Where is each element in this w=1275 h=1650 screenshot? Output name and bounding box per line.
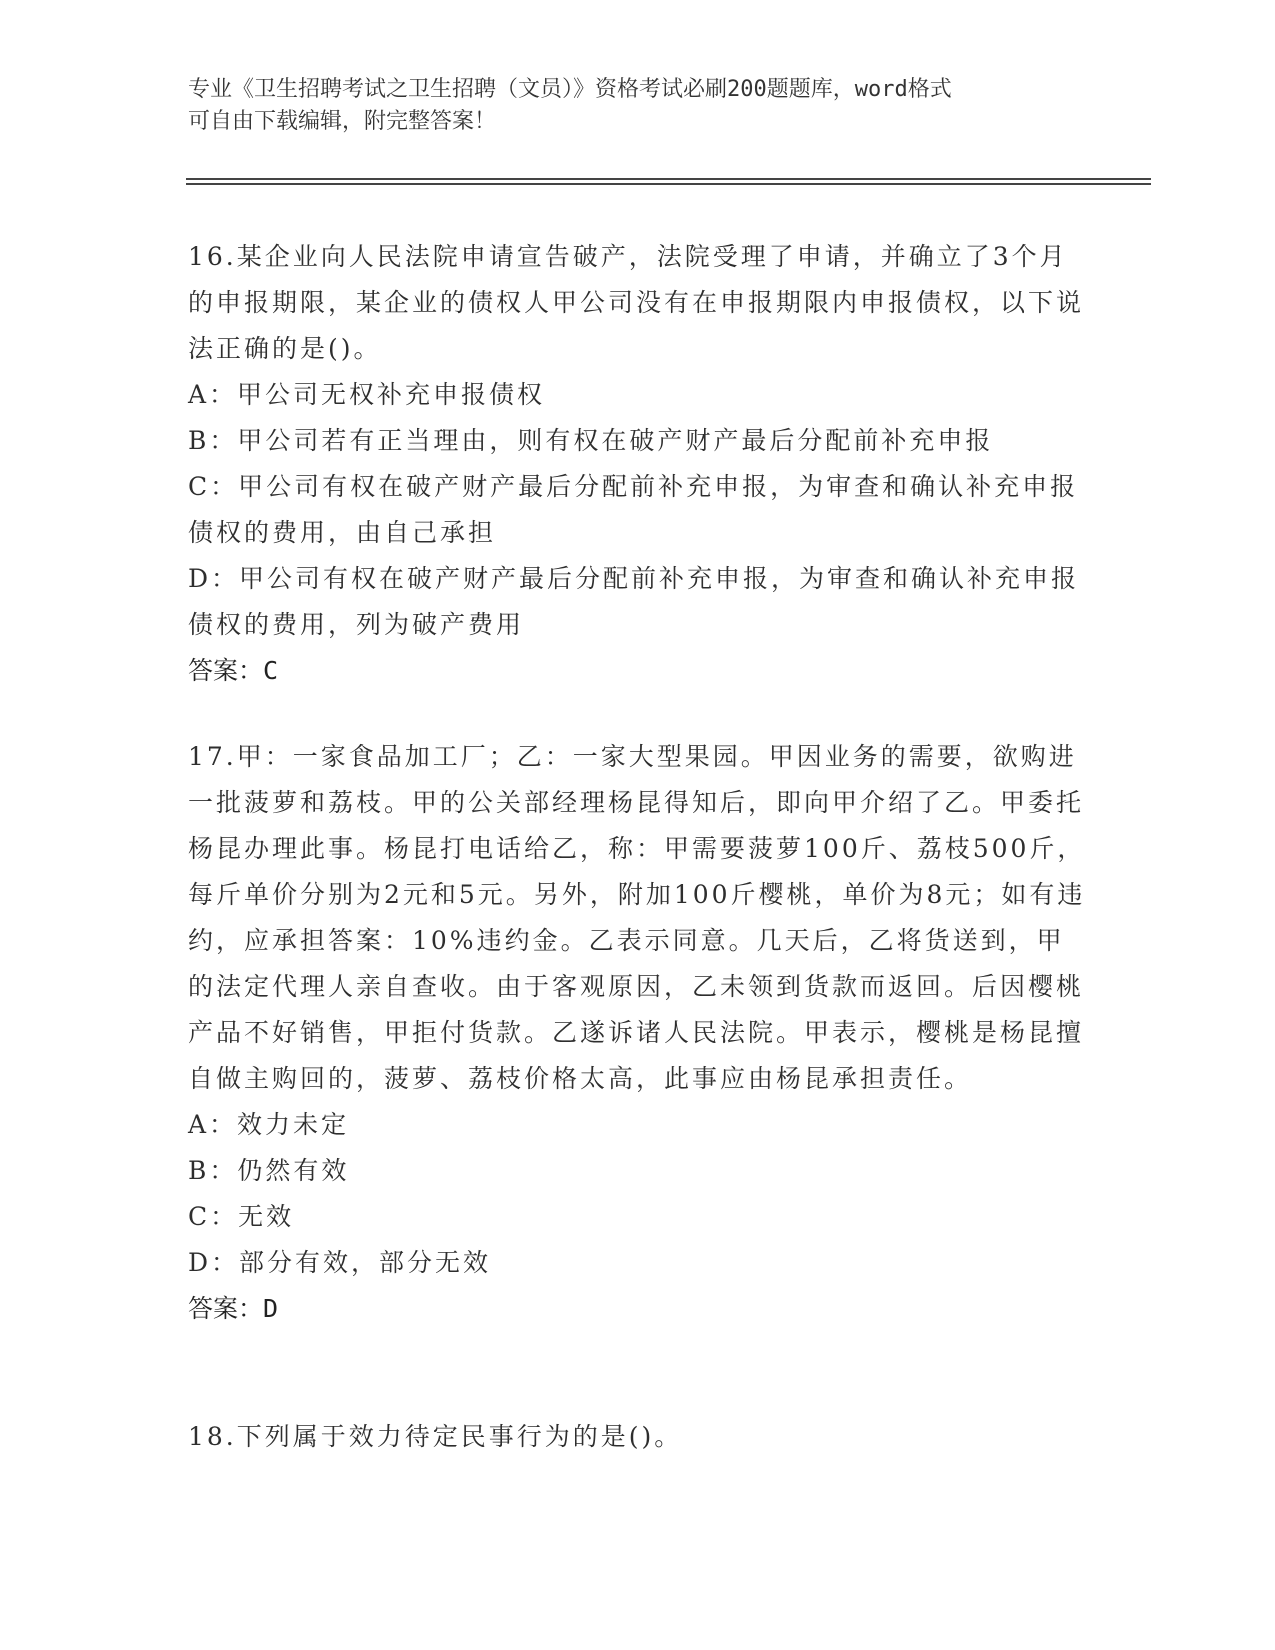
header-divider-bottom <box>186 183 1151 185</box>
question-text: 17.甲：一家食品加工厂；乙：一家大型果园。甲因业务的需要，欲购进一批菠萝和荔枝。甲的公关部经理杨昆得知后，即向甲介绍了乙。甲委托杨昆办理此事。杨昆打电话给乙，称：甲需要菠萝100斤、荔枝500斤，每斤单价分别为2元和5元。另外，附加100斤樱桃，单价为8元；如有违约，应承担答案：10%违约金。乙表示同意。几天后，乙将货送到，甲的法定代理人亲自查收。由于客观原因，乙未领到货款而返回。后因樱桃产品不好销售，甲拒付货款。乙遂诉诸人民法院。甲表示，樱桃是杨昆擅自做主购回的，菠萝、荔枝价格太高，此事应由杨昆承担责任。 <box>188 742 1086 1093</box>
question-18 <box>188 1414 1088 1460</box>
header-line-2: 可自由下载编辑，附完整答案！ <box>188 109 497 134</box>
question-16 <box>188 234 1088 694</box>
option-c: C：无效 <box>188 1202 295 1231</box>
option-c: C：甲公司有权在破产财产最后分配前补充申报，为审查和确认补充申报债权的费用，由自己承担 <box>188 472 1079 547</box>
header-line-1: 专业《卫生招聘考试之卫生招聘（文员）》资格考试必刷200题题库，word格式 <box>188 77 952 102</box>
option-a: A：效力未定 <box>188 1110 350 1139</box>
document-header <box>188 74 1088 138</box>
answer-label: 答案：C <box>188 656 279 685</box>
option-d: D：部分有效，部分无效 <box>188 1248 492 1277</box>
header-divider-top <box>186 178 1151 180</box>
option-a: A：甲公司无权补充申报债权 <box>188 380 546 409</box>
question-text: 16.某企业向人民法院申请宣告破产，法院受理了申请，并确立了3个月的申报期限，某企业的债权人甲公司没有在申报期限内申报债权，以下说法正确的是()。 <box>188 242 1085 363</box>
question-text: 18.下列属于效力待定民事行为的是()。 <box>188 1422 683 1451</box>
option-b: B：甲公司若有正当理由，则有权在破产财产最后分配前补充申报 <box>188 426 994 455</box>
option-b: B：仍然有效 <box>188 1156 350 1185</box>
option-d: D：甲公司有权在破产财产最后分配前补充申报，为审查和确认补充申报债权的费用，列为破产费用 <box>188 564 1080 639</box>
question-17 <box>188 734 1088 1332</box>
answer-label: 答案：D <box>188 1294 279 1323</box>
